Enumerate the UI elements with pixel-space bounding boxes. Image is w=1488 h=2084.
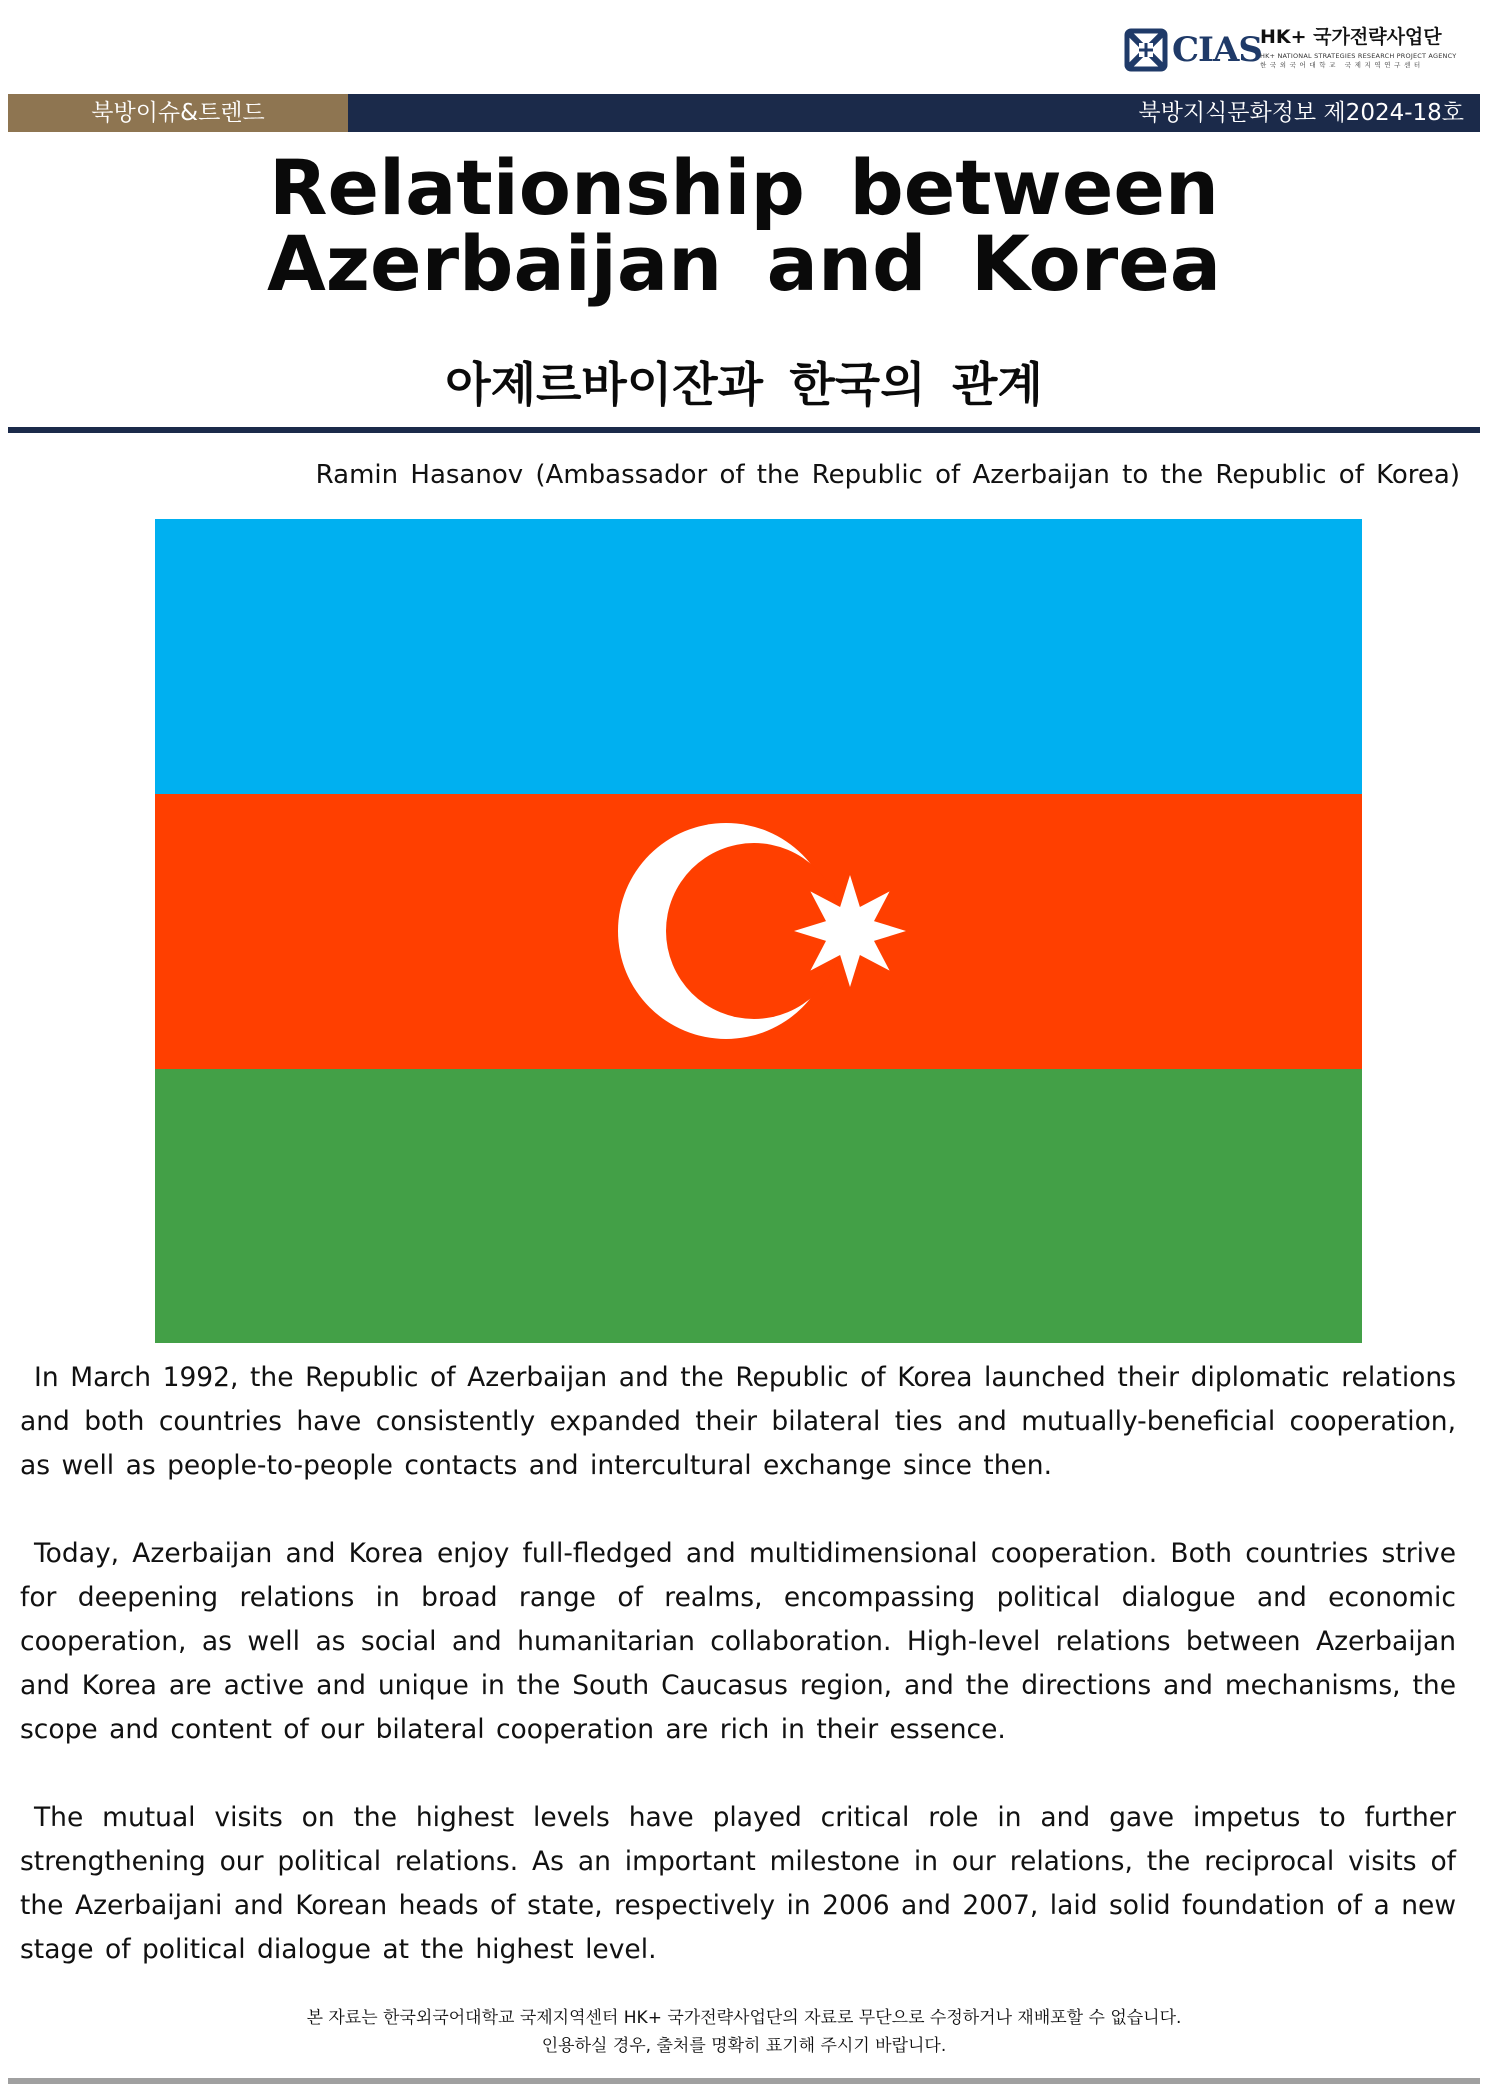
logo-program-name: HK+ 국가전략사업단 (1260, 26, 1442, 48)
azerbaijan-flag-icon (155, 519, 1362, 1343)
paragraph: In March 1992, the Republic of Azerbaijan and the Republic of Korea launched their diplomatic relations and both countries have consistently expanded their bilateral ties and mutually-beneficial cooperation, as well as people-to-people contacts and intercultural exchange since then. (20, 1362, 1456, 1481)
paragraph: Today, Azerbaijan and Korea enjoy full-fledged and multidimensional cooperation. Both countries strive for deepening relations in broad range of realms, encompassing political dialogue and economic cooperation, as well as social and humanitarian collaboration. High-level relations between Azerbaijan and Korea are active and unique in the South Caucasus region, and the directions and mechanisms, the scope and content of our bilateral cooperation are rich in their essence. (20, 1538, 1456, 1745)
title-korean: 아제르바이잔과 한국의 관계 (445, 358, 1043, 413)
logo-korean-line: 한국외국어대학교 국제지역연구센터 (1260, 61, 1424, 69)
title-divider (8, 427, 1480, 433)
cias-emblem-icon (1124, 28, 1168, 72)
issue-number: 북방지식문화정보 제2024-18호 (1138, 100, 1464, 126)
azerbaijan-flag-image (155, 519, 1362, 1343)
category-label: 북방이슈&트렌드 (8, 94, 348, 132)
footer-notice-line1: 본 자료는 한국외국어대학교 국제지역센터 HK+ 국가전략사업단의 자료로 무단으로 수정하거나 재배포할 수 없습니다. (306, 2008, 1182, 2028)
footer-divider (8, 2078, 1480, 2084)
footer-notice-line2: 인용하실 경우, 출처를 명확히 표기해 주시기 바랍니다. (541, 2036, 947, 2056)
header-bar (8, 94, 1480, 132)
flag-blue-stripe (155, 519, 1362, 794)
title-english: Relationship between Azerbaijan and Korea (266, 143, 1222, 308)
flag-star (794, 875, 906, 987)
logo-brand: CIAS (1172, 30, 1262, 70)
author-line: Ramin Hasanov (Ambassador of the Republic of Azerbaijan to the Republic of Korea) (315, 460, 1460, 490)
article-body (20, 1356, 1456, 2016)
flag-green-stripe (155, 1069, 1362, 1343)
cias-logo (1124, 24, 1464, 78)
copyright-footer (0, 2004, 1488, 2060)
paragraph: The mutual visits on the highest levels have played critical role in and gave impetus to further strengthening our political relations. As an important milestone in our relations, the reciprocal visits of the Azerbaijani and Korean heads of state, respectively in 2006 and 2007, laid solid foundation of a new stage of political dialogue at the highest level. (20, 1802, 1456, 1965)
logo-english-line: HK+ NATIONAL STRATEGIES RESEARCH PROJECT AGENCY (1260, 52, 1457, 60)
